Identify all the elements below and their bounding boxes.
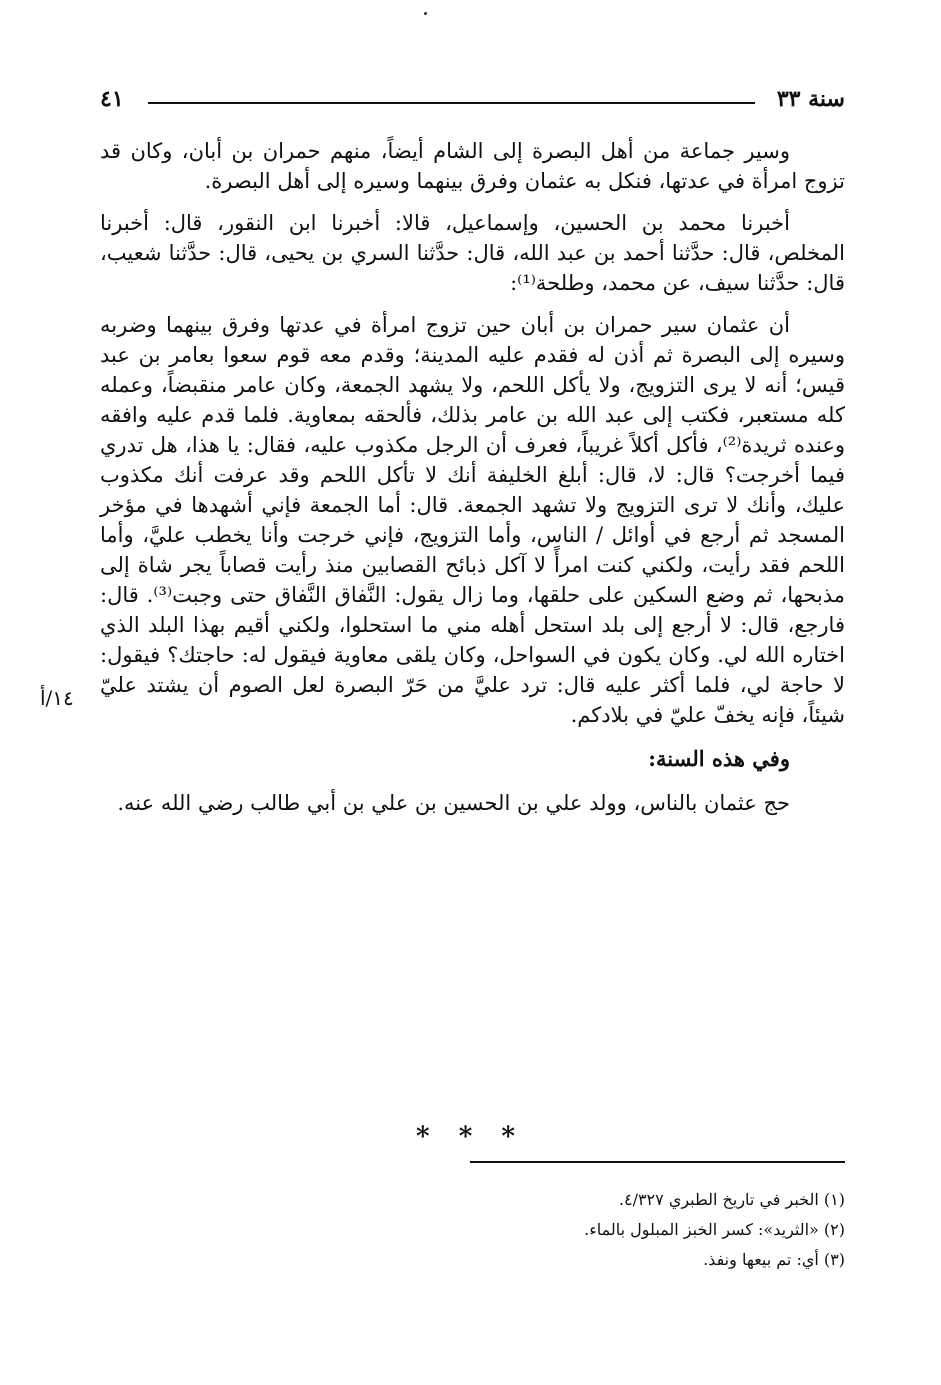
footnote-rule bbox=[470, 1161, 845, 1163]
header-rule bbox=[148, 102, 755, 104]
footnote-1: (١) الخبر في تاريخ الطبري ٤/٣٢٧. bbox=[618, 1190, 845, 1209]
running-header bbox=[100, 86, 845, 116]
paragraph-narration: أن عثمان سير حمران بن أبان حين تزوج امرأة في عدتها وفرق بينهما وضربه وسيره إلى البصرة ثم أذن له فقدم عليه المدينة؛ وقدم معه قوم سعوا بعامر بن عبد قيس؛ أنه لا يرى التزويج، ولا يأكل اللحم، ولا يشهد الجمعة، وكان عامر منقبضاً، وعمله كله مستعبر، فكتب إلى عبد الله بن عامر بذلك، فألحقه بمعاوية. فلما قدم عليه وافقه وعنده ثريدة⁽²⁾، فأكل أكلاً غريباً، فعرف أن الرجل مكذوب عليه، فقال: يا هذا، هل تدري فيما أخرجت؟ قال: لا، قال: أبلغ الخليفة أنك لا تأكل اللحم وقد عرفت أنك مكذوب عليك، وأنك لا ترى التزويج ولا تشهد الجمعة. قال: أما الجمعة فإني أشهدها في مؤخر المسجد ثم أرجع في أوائل / الناس، وأما التزويج، فإني خرجت وأنا يخطب عليَّ، وأما اللحم فقد رأيت، ولكني كنت امرأً لا آكل ذبائح القصابين منذ رأيت قصاباً يجر شاة إلى مذبحها، ثم وضع السكين على حلقها، وما زال يقول: النَّفاق النَّفاق حتى وجبت⁽³⁾. قال: فارجع، قال: لا أرجع إلى بلد استحل أهله مني ما استحلوا، ولكني أقيم بهذا البلد الذي اختاره الله لي. وكان يكون في السواحل، وكان يلقى معاوية فيقول له: حاجتك؟ فيقول: لا حاجة لي، فلما أكثر عليه قال: ترد عليَّ من حَرّ البصرة لعل الصوم أن يشتد عليّ شيئاً، فإنه يخفّ عليّ في بلادكم. bbox=[100, 313, 846, 727]
paragraph-isnad: أخبرنا محمد بن الحسين، وإسماعيل، قالا: أخبرنا ابن النقور، قال: أخبرنا المخلص، قال: حدَّثنا أحمد بن عبد الله، قال: حدَّثنا السري بن يحيى، قال: حدَّثنا شعيب، قال: حدَّثنا سيف، عن محمد، وطلحة⁽¹⁾: bbox=[100, 211, 845, 295]
footnote-3: (٣) أي: تم بيعها ونفذ. bbox=[703, 1250, 845, 1269]
footnotes bbox=[100, 1185, 845, 1275]
section-heading: وفي هذه السنة: bbox=[648, 746, 790, 771]
footnote-2: (٢) «الثريد»: كسر الخبز المبلول بالماء. bbox=[584, 1220, 845, 1239]
manuscript-folio-note: ١٤/أ bbox=[40, 686, 74, 710]
main-text bbox=[100, 136, 845, 818]
header-year: سنة ٣٣ bbox=[776, 86, 845, 112]
paragraph-1: وسير جماعة من أهل البصرة إلى الشام أيضاً، منهم حمران بن أبان، وكان قد تزوج امرأة في عدتها، فنكل به عثمان وفرق بينهما وسيره إلى أهل البصرة. bbox=[100, 139, 845, 193]
print-speck bbox=[424, 12, 427, 15]
section-text: حج عثمان بالناس، وولد علي بن الحسين بن علي بن أبي طالب رضي الله عنه. bbox=[117, 791, 790, 815]
section-separator: * * * bbox=[416, 1122, 525, 1152]
page-number: ٤١ bbox=[100, 86, 124, 112]
